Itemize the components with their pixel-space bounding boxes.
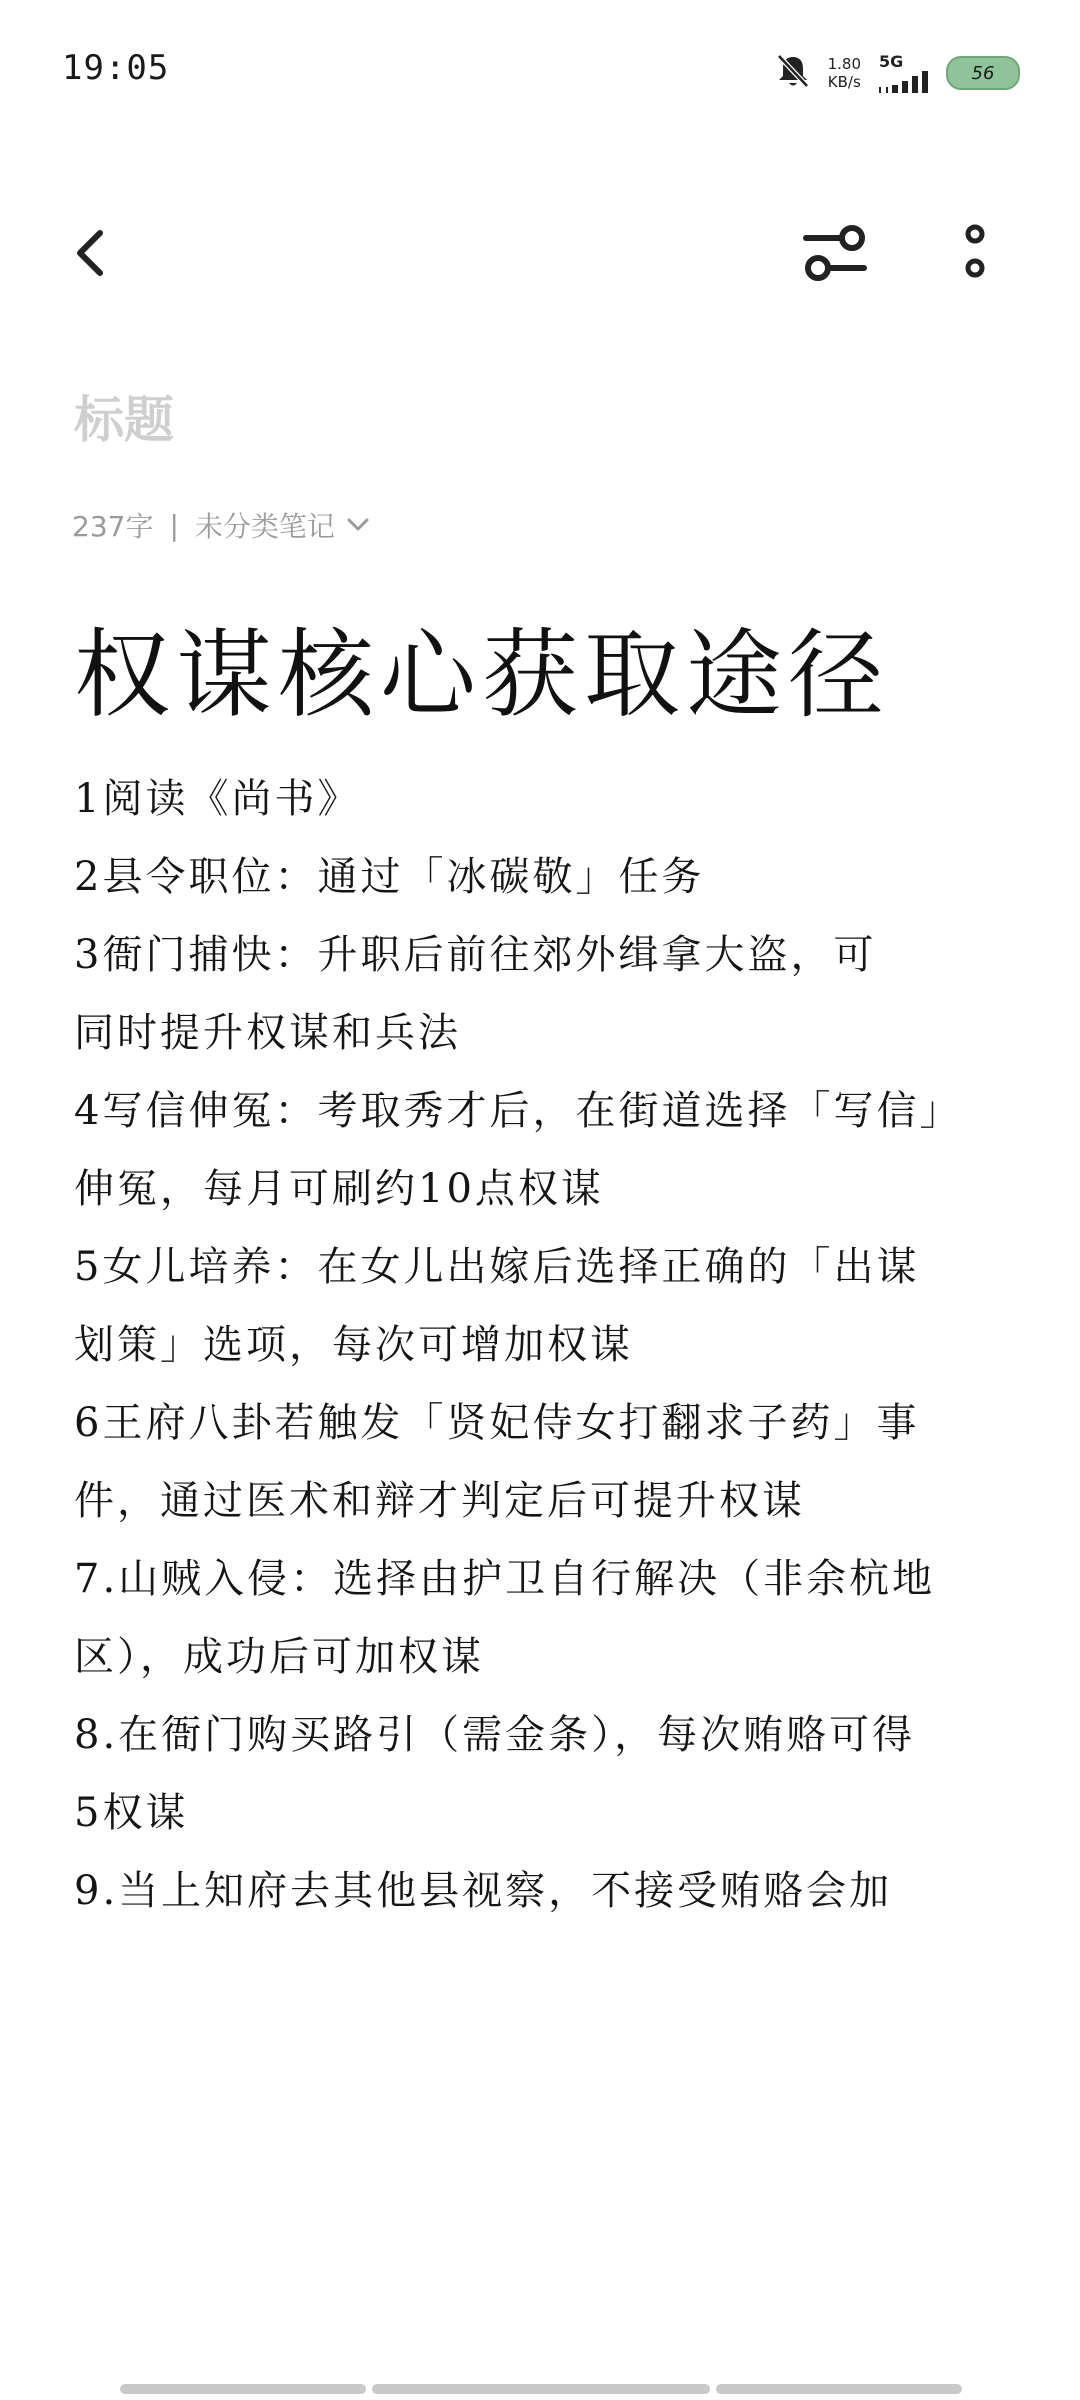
mute-bell-icon bbox=[776, 53, 810, 93]
battery-level: 56 bbox=[971, 62, 995, 84]
status-indicators bbox=[776, 48, 1020, 98]
note-line: 9.当上知府去其他县视察，不接受贿赂会加 bbox=[74, 1868, 893, 1914]
note-title-input[interactable] bbox=[74, 380, 974, 460]
net-speed bbox=[828, 55, 861, 91]
note-line: 同时提升权谋和兵法 bbox=[74, 1010, 461, 1056]
note-heading[interactable]: 权谋核心获取途径 bbox=[74, 619, 890, 731]
chevron-down-icon bbox=[345, 509, 371, 542]
note-line: 划策」选项，每次可增加权谋 bbox=[74, 1322, 633, 1368]
note-line: 5女儿培养：在女儿出嫁后选择正确的「出谋 bbox=[74, 1244, 920, 1290]
note-line: 8.在衙门购买路引（需金条），每次贿赂可得 bbox=[74, 1712, 916, 1758]
note-line: 4写信伸冤：考取秀才后，在街道选择「写信」 bbox=[74, 1088, 963, 1134]
back-chevron-icon bbox=[70, 225, 110, 285]
note-line: 区），成功后可加权谋 bbox=[74, 1634, 484, 1680]
note-meta bbox=[72, 500, 371, 550]
battery-icon bbox=[946, 56, 1020, 90]
note-line: 7.山贼入侵：选择由护卫自行解决（非余杭地 bbox=[74, 1556, 936, 1602]
category-label: 未分类笔记 bbox=[194, 510, 335, 543]
net-speed-unit: KB/s bbox=[827, 73, 861, 91]
meta-separator: | bbox=[169, 508, 179, 542]
more-options-button[interactable] bbox=[945, 220, 1005, 290]
note-body[interactable] bbox=[74, 760, 1014, 1930]
bottom-bar-segment bbox=[120, 2384, 366, 2394]
note-line: 6王府八卦若触发「贤妃侍女打翻求子药」事 bbox=[74, 1400, 920, 1446]
note-line: 5权谋 bbox=[74, 1790, 189, 1836]
network-type: 5G bbox=[879, 52, 904, 71]
more-vertical-icon bbox=[960, 222, 990, 288]
category-selector[interactable] bbox=[195, 505, 371, 545]
note-line: 2县令职位：通过「冰碳敬」任务 bbox=[74, 854, 705, 900]
word-count: 237字 bbox=[72, 510, 154, 543]
net-speed-value: 1.80 bbox=[827, 55, 861, 73]
status-time: 19:05 bbox=[62, 48, 170, 88]
note-line: 1阅读《尚书》 bbox=[74, 776, 361, 822]
bottom-bar-segment bbox=[716, 2384, 962, 2394]
note-line: 伸冤，每月可刷约10点权谋 bbox=[74, 1166, 604, 1212]
filter-sliders-icon bbox=[802, 222, 868, 288]
note-line: 3衙门捕快：升职后前往郊外缉拿大盗，可 bbox=[74, 932, 877, 978]
filter-button[interactable] bbox=[800, 220, 870, 290]
note-toolbar bbox=[0, 200, 1080, 310]
bottom-bar-segment bbox=[372, 2384, 710, 2394]
note-line: 件，通过医术和辩才判定后可提升权谋 bbox=[74, 1478, 805, 1524]
signal-bars-icon bbox=[879, 71, 928, 93]
status-bar bbox=[0, 0, 1080, 140]
signal-indicator bbox=[879, 53, 928, 93]
back-button[interactable] bbox=[60, 220, 120, 290]
